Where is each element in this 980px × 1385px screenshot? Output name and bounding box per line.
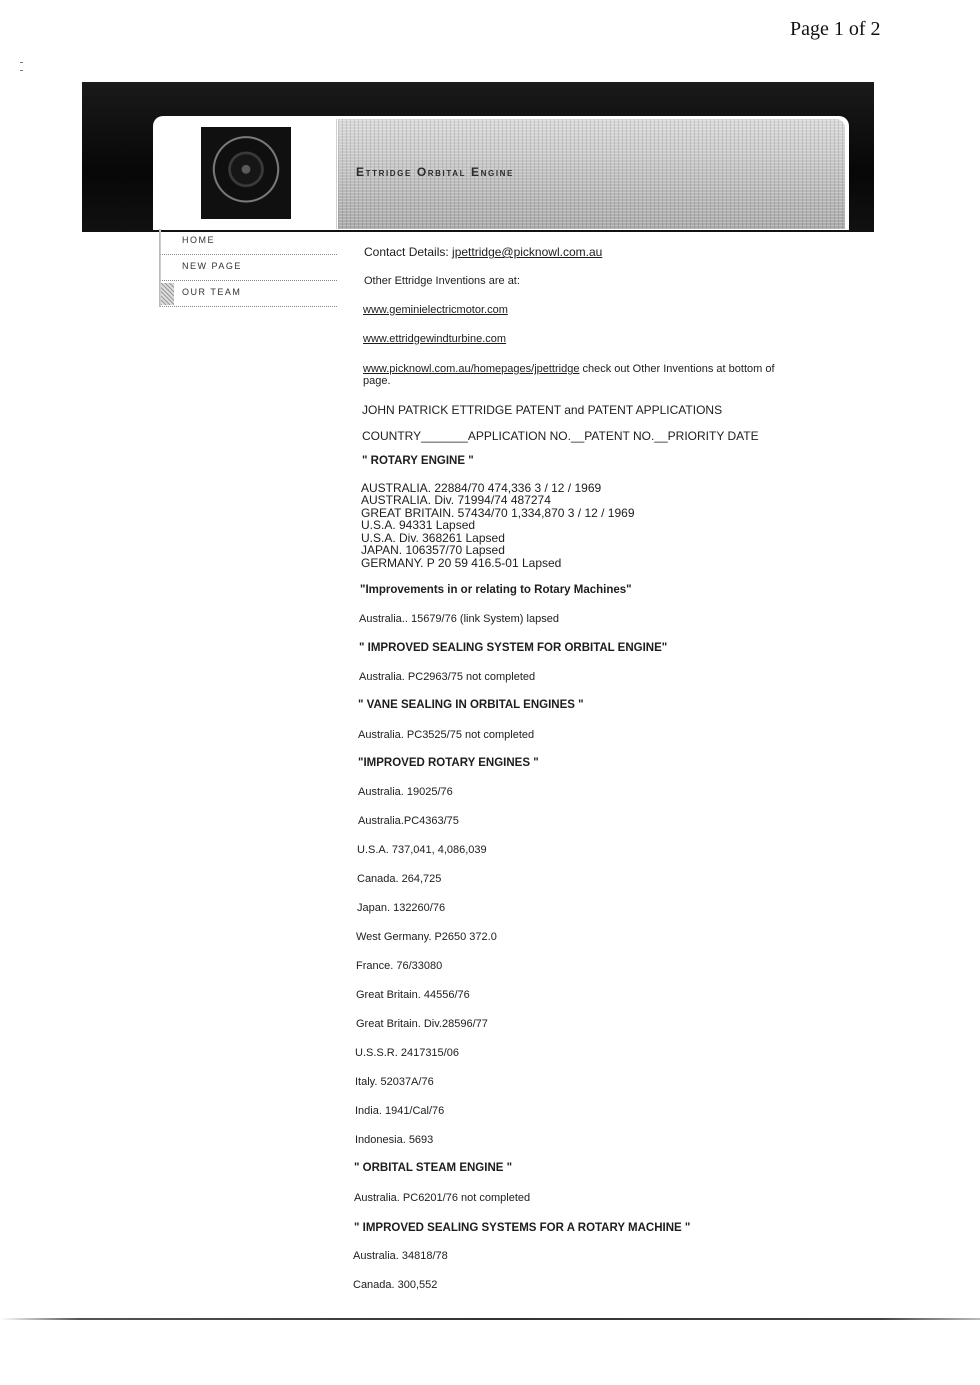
list-item: Great Britain. Div.28596/77 [356,1018,488,1030]
list-item: West Germany. P2650 372.0 [356,931,497,943]
section-heading: " IMPROVED SEALING SYSTEM FOR ORBITAL ENGINE" [359,642,668,654]
list-item: India. 1941/Cal/76 [355,1105,445,1117]
list-item: Australia. PC6201/76 not completed [354,1192,531,1204]
engine-logo-image[interactable] [201,127,291,219]
list-item: Canada. 264,725 [357,873,442,885]
print-page-number: Page 1 of 2 [790,18,881,40]
nav-item-our-team[interactable] [160,281,337,307]
section-heading: "IMPROVED ROTARY ENGINES " [358,757,539,769]
list-item: U.S.A. 94331 Lapsed [361,518,476,532]
list-item: Australia.. 15679/76 (link System) lapsed [359,613,559,625]
list-item: Australia.PC4363/75 [358,815,459,827]
list-item: Indonesia. 5693 [355,1134,434,1146]
scan-mark [20,70,23,71]
list-item: Australia. PC2963/75 not completed [359,671,536,683]
list-item: Japan. 132260/76 [357,902,446,914]
wind-turbine-link[interactable]: www.ettridgewindturbine.com [363,333,507,345]
section-heading: " IMPROVED SEALING SYSTEMS FOR A ROTARY MACHINE " [354,1222,691,1234]
list-item: Australia. 19025/76 [358,786,453,798]
sidebar-nav [159,229,337,307]
list-item: AUSTRALIA. Div. 71994/74 487274 [361,493,551,507]
site-title[interactable]: Ettridge Orbital Engine [356,165,514,179]
list-item: Great Britain. 44556/76 [356,989,470,1001]
patent-columns: COUNTRY_______APPLICATION NO.__PATENT NO.__PRIORITY DATE [362,429,759,443]
section-heading: " VANE SEALING IN ORBITAL ENGINES " [358,699,584,711]
list-item: GERMANY. P 20 59 416.5-01 Lapsed [361,556,562,570]
list-item: Australia. PC3525/75 not completed [358,729,535,741]
page-bottom-rule [0,1318,980,1320]
list-item: Italy. 52037A/76 [355,1076,434,1088]
list-item: U.S.S.R. 2417315/06 [355,1047,459,1059]
section-heading: " ROTARY ENGINE " [362,455,474,467]
list-item: France. 76/33080 [356,960,443,972]
contact-line [364,246,602,259]
list-item: U.S.A. 737,041, 4,086,039 [357,844,487,856]
list-item: JAPAN. 106357/70 Lapsed [361,543,505,557]
picknowl-link[interactable]: www.picknowl.com.au/homepages/jpettridge [363,363,580,375]
list-item: GREAT BRITAIN. 57434/70 1,334,870 3 / 12 / 1969 [361,506,635,520]
contact-label: Contact Details: [364,245,449,259]
gemini-link[interactable]: www.geminielectricmotor.com [363,304,508,316]
list-item: U.S.A. Div. 368261 Lapsed [361,531,505,545]
picknowl-note-cont: page. [363,375,391,387]
scan-mark [20,62,23,63]
section-heading: " ORBITAL STEAM ENGINE " [354,1162,513,1174]
nav-item-label: OUR TEAM [182,287,242,297]
list-item: Canada. 300,552 [353,1279,438,1291]
nav-item-label: HOME [182,235,215,245]
patent-title: JOHN PATRICK ETTRIDGE PATENT and PATENT APPLICATIONS [362,403,723,417]
nav-item-label: NEW PAGE [182,261,242,271]
section-heading: "Improvements in or relating to Rotary Machines" [360,584,632,596]
picknowl-note: check out Other Inventions at bottom of [582,363,775,375]
list-item: Australia. 34818/78 [353,1250,448,1262]
picknowl-line [363,363,775,376]
contact-email-link[interactable]: jpettridge@picknowl.com.au [452,245,603,259]
list-item: AUSTRALIA. 22884/70 474,336 3 / 12 / 1969 [361,481,602,495]
nav-item-home[interactable] [160,229,337,255]
other-inventions-intro: Other Ettridge Inventions are at: [364,275,520,287]
nav-item-new-page[interactable] [160,255,337,281]
